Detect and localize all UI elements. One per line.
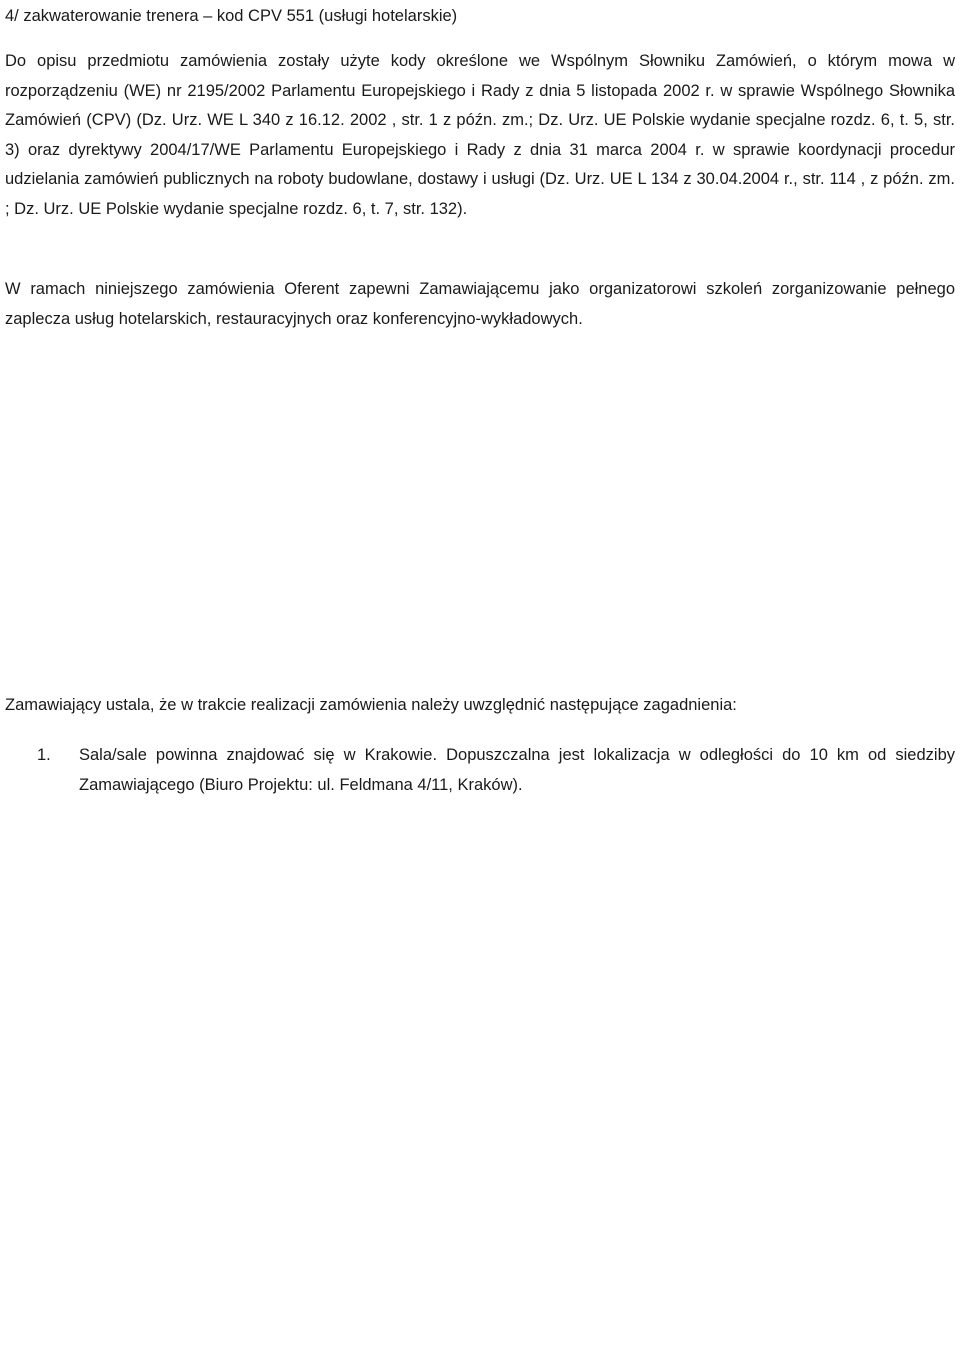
section-heading: 4/ zakwaterowanie trenera – kod CPV 551 (usługi hotelarskie) bbox=[5, 7, 458, 25]
list-item bbox=[5, 741, 955, 800]
list-item-text: Sala/sale powinna znajdować się w Krakowie. Dopuszczalna jest lokalizacja w odległości do 10 km od siedziby Zamawiającego (Biuro Projektu: ul. Feldmana 4/11, Kraków). bbox=[79, 746, 955, 794]
intro-paragraph: Do opisu przedmiotu zamówienia zostały użyte kody określone we Wspólnym Słowniku Zamówień, o którym mowa w rozporządzeniu (WE) nr 2195/2002 Parlamentu Europejskiego i Rady z dnia 5 listopada 2002 r. w sprawie Wspólnego Słownika Zamówień (CPV) (Dz. Urz. WE L 340 z 16.12. 2002 , str. 1 z późn. zm.; Dz. Urz. UE Polskie wydanie specjalne rozdz. 6, t. 5, str. 3) oraz dyrektywy 2004/17/WE Parlamentu Europejskiego i Rady z dnia 31 marca 2004 r. w sprawie koordynacji procedur udzielania zamówień publicznych na roboty budowlane, dostawy i usługi (Dz. Urz. UE L 134 z 30.04.2004 r., str. 114 , z późn. zm. ; Dz. Urz. UE Polskie wydanie specjalne rozdz. 6, t. 7, str. 132). bbox=[5, 52, 955, 218]
scope-paragraph: W ramach niniejszego zamówienia Oferent zapewni Zamawiającemu jako organizatorowi szkoleń zorganizowanie pełnego zaplecza usług hotelarskich, restauracyjnych oraz konferencyjno-wykładowych. bbox=[5, 280, 955, 328]
requirements-lead: Zamawiający ustala, że w trakcie realizacji zamówienia należy uwzględnić następujące zagadnienia: bbox=[5, 696, 737, 714]
list-item-number: 1. bbox=[37, 746, 51, 764]
